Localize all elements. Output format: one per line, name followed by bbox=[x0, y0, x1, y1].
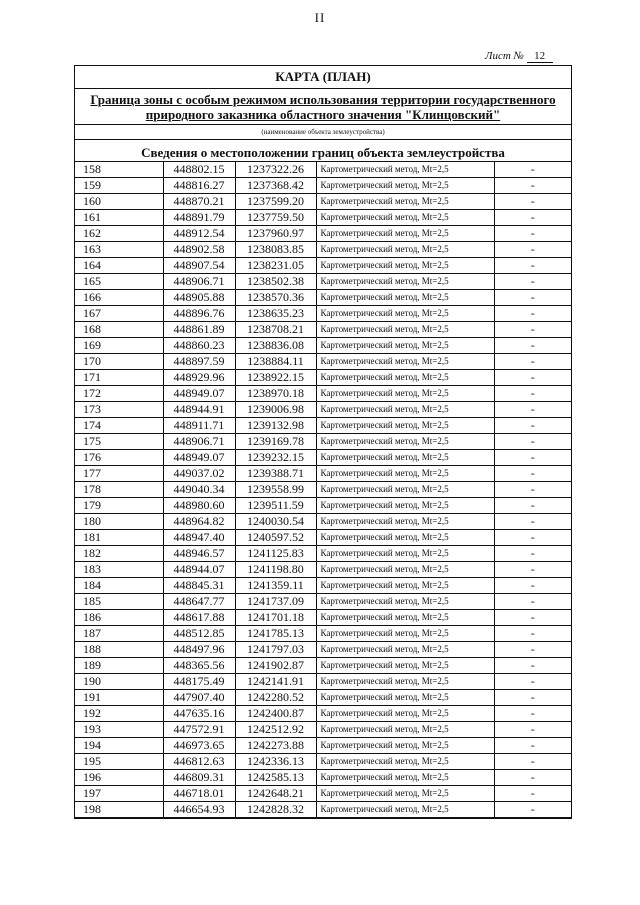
point-number-cell: 193 bbox=[75, 722, 163, 738]
method-cell: Картометрический метод, Mt=2,5 bbox=[316, 162, 494, 178]
dash-cell: - bbox=[494, 322, 571, 338]
y-coordinate-cell: 1238922.15 bbox=[235, 370, 316, 386]
x-coordinate-cell: 448912.54 bbox=[163, 226, 235, 242]
x-coordinate-cell: 448861.89 bbox=[163, 322, 235, 338]
dash-cell: - bbox=[494, 578, 571, 594]
table-row bbox=[75, 178, 571, 194]
dash-cell: - bbox=[494, 642, 571, 658]
method-cell: Картометрический метод, Mt=2,5 bbox=[316, 578, 494, 594]
x-coordinate-cell: 446973.65 bbox=[163, 738, 235, 754]
point-number-cell: 191 bbox=[75, 690, 163, 706]
dash-cell: - bbox=[494, 722, 571, 738]
point-number-cell: 195 bbox=[75, 754, 163, 770]
y-coordinate-cell: 1242336.13 bbox=[235, 754, 316, 770]
y-coordinate-cell: 1241797.03 bbox=[235, 642, 316, 658]
point-number-cell: 174 bbox=[75, 418, 163, 434]
point-number-cell: 175 bbox=[75, 434, 163, 450]
dash-cell: - bbox=[494, 194, 571, 210]
dash-cell: - bbox=[494, 306, 571, 322]
x-coordinate-cell: 448964.82 bbox=[163, 514, 235, 530]
page-number: II bbox=[314, 10, 326, 25]
table-row bbox=[75, 578, 571, 594]
x-coordinate-cell: 448860.23 bbox=[163, 338, 235, 354]
x-coordinate-cell: 448175.49 bbox=[163, 674, 235, 690]
dash-cell: - bbox=[494, 690, 571, 706]
y-coordinate-cell: 1239511.59 bbox=[235, 498, 316, 514]
y-coordinate-cell: 1238502.38 bbox=[235, 274, 316, 290]
table-row bbox=[75, 418, 571, 434]
method-cell: Картометрический метод, Mt=2,5 bbox=[316, 722, 494, 738]
method-cell: Картометрический метод, Mt=2,5 bbox=[316, 338, 494, 354]
table-row bbox=[75, 802, 571, 818]
method-cell: Картометрический метод, Mt=2,5 bbox=[316, 354, 494, 370]
x-coordinate-cell: 448907.54 bbox=[163, 258, 235, 274]
y-coordinate-cell: 1242512.92 bbox=[235, 722, 316, 738]
x-coordinate-cell: 448906.71 bbox=[163, 274, 235, 290]
coordinates-table bbox=[75, 161, 571, 818]
method-cell: Картометрический метод, Mt=2,5 bbox=[316, 674, 494, 690]
y-coordinate-cell: 1239006.98 bbox=[235, 402, 316, 418]
point-number-cell: 164 bbox=[75, 258, 163, 274]
dash-cell: - bbox=[494, 418, 571, 434]
y-coordinate-cell: 1242828.32 bbox=[235, 802, 316, 818]
method-cell: Картометрический метод, Mt=2,5 bbox=[316, 306, 494, 322]
x-coordinate-cell: 448512.85 bbox=[163, 626, 235, 642]
x-coordinate-cell: 448911.71 bbox=[163, 418, 235, 434]
dash-cell: - bbox=[494, 770, 571, 786]
x-coordinate-cell: 448949.07 bbox=[163, 450, 235, 466]
dash-cell: - bbox=[494, 514, 571, 530]
method-cell: Картометрический метод, Mt=2,5 bbox=[316, 514, 494, 530]
y-coordinate-cell: 1242273.88 bbox=[235, 738, 316, 754]
x-coordinate-cell: 448980.60 bbox=[163, 498, 235, 514]
method-cell: Картометрический метод, Mt=2,5 bbox=[316, 194, 494, 210]
x-coordinate-cell: 449037.02 bbox=[163, 466, 235, 482]
point-number-cell: 197 bbox=[75, 786, 163, 802]
point-number-cell: 187 bbox=[75, 626, 163, 642]
dash-cell: - bbox=[494, 354, 571, 370]
y-coordinate-cell: 1241737.09 bbox=[235, 594, 316, 610]
x-coordinate-cell: 448617.88 bbox=[163, 610, 235, 626]
x-coordinate-cell: 446718.01 bbox=[163, 786, 235, 802]
method-cell: Картометрический метод, Mt=2,5 bbox=[316, 530, 494, 546]
x-coordinate-cell: 448816.27 bbox=[163, 178, 235, 194]
table-row bbox=[75, 738, 571, 754]
x-coordinate-cell: 446812.63 bbox=[163, 754, 235, 770]
table-row bbox=[75, 306, 571, 322]
dash-cell: - bbox=[494, 370, 571, 386]
y-coordinate-cell: 1237322.26 bbox=[235, 162, 316, 178]
table-row bbox=[75, 514, 571, 530]
table-row bbox=[75, 386, 571, 402]
y-coordinate-cell: 1238231.05 bbox=[235, 258, 316, 274]
point-number-cell: 161 bbox=[75, 210, 163, 226]
method-cell: Картометрический метод, Mt=2,5 bbox=[316, 786, 494, 802]
table-row bbox=[75, 706, 571, 722]
point-number-cell: 159 bbox=[75, 178, 163, 194]
dash-cell: - bbox=[494, 754, 571, 770]
dash-cell: - bbox=[494, 274, 571, 290]
table-row bbox=[75, 370, 571, 386]
x-coordinate-cell: 448896.76 bbox=[163, 306, 235, 322]
x-coordinate-cell: 448902.58 bbox=[163, 242, 235, 258]
y-coordinate-cell: 1238708.21 bbox=[235, 322, 316, 338]
point-number-cell: 163 bbox=[75, 242, 163, 258]
x-coordinate-cell: 447907.40 bbox=[163, 690, 235, 706]
y-coordinate-cell: 1239232.15 bbox=[235, 450, 316, 466]
x-coordinate-cell: 448944.91 bbox=[163, 402, 235, 418]
point-number-cell: 182 bbox=[75, 546, 163, 562]
y-coordinate-cell: 1241359.11 bbox=[235, 578, 316, 594]
method-cell: Картометрический метод, Mt=2,5 bbox=[316, 178, 494, 194]
x-coordinate-cell: 448949.07 bbox=[163, 386, 235, 402]
method-cell: Картометрический метод, Mt=2,5 bbox=[316, 402, 494, 418]
method-cell: Картометрический метод, Mt=2,5 bbox=[316, 434, 494, 450]
point-number-cell: 162 bbox=[75, 226, 163, 242]
section-title: Сведения о местоположении границ объекта землеустройства bbox=[141, 145, 505, 160]
point-number-cell: 179 bbox=[75, 498, 163, 514]
y-coordinate-cell: 1237368.42 bbox=[235, 178, 316, 194]
object-caption: (наименование объекта землеустройства) bbox=[75, 125, 571, 140]
method-cell: Картометрический метод, Mt=2,5 bbox=[316, 482, 494, 498]
point-number-cell: 169 bbox=[75, 338, 163, 354]
y-coordinate-cell: 1237759.50 bbox=[235, 210, 316, 226]
table-row bbox=[75, 402, 571, 418]
table-row bbox=[75, 690, 571, 706]
x-coordinate-cell: 448906.71 bbox=[163, 434, 235, 450]
table-row bbox=[75, 434, 571, 450]
y-coordinate-cell: 1238635.23 bbox=[235, 306, 316, 322]
dash-cell: - bbox=[494, 210, 571, 226]
y-coordinate-cell: 1242585.13 bbox=[235, 770, 316, 786]
y-coordinate-cell: 1238970.18 bbox=[235, 386, 316, 402]
table-row bbox=[75, 482, 571, 498]
document-frame bbox=[74, 65, 572, 819]
method-cell: Картометрический метод, Mt=2,5 bbox=[316, 754, 494, 770]
sheet-label: Лист № bbox=[485, 50, 524, 62]
table-row bbox=[75, 546, 571, 562]
table-row bbox=[75, 162, 571, 178]
dash-cell: - bbox=[494, 450, 571, 466]
point-number-cell: 183 bbox=[75, 562, 163, 578]
point-number-cell: 186 bbox=[75, 610, 163, 626]
table-row bbox=[75, 226, 571, 242]
x-coordinate-cell: 446809.31 bbox=[163, 770, 235, 786]
table-row bbox=[75, 610, 571, 626]
point-number-cell: 173 bbox=[75, 402, 163, 418]
table-row bbox=[75, 290, 571, 306]
point-number-cell: 180 bbox=[75, 514, 163, 530]
method-cell: Картометрический метод, Mt=2,5 bbox=[316, 802, 494, 818]
method-cell: Картометрический метод, Mt=2,5 bbox=[316, 370, 494, 386]
x-coordinate-cell: 448845.31 bbox=[163, 578, 235, 594]
dash-cell: - bbox=[494, 594, 571, 610]
dash-cell: - bbox=[494, 242, 571, 258]
x-coordinate-cell: 448365.56 bbox=[163, 658, 235, 674]
method-cell: Картометрический метод, Mt=2,5 bbox=[316, 322, 494, 338]
y-coordinate-cell: 1240597.52 bbox=[235, 530, 316, 546]
table-row bbox=[75, 322, 571, 338]
y-coordinate-cell: 1242400.87 bbox=[235, 706, 316, 722]
dash-cell: - bbox=[494, 626, 571, 642]
sheet-number: 12 bbox=[527, 50, 553, 63]
method-cell: Картометрический метод, Mt=2,5 bbox=[316, 226, 494, 242]
table-row bbox=[75, 642, 571, 658]
table-row bbox=[75, 338, 571, 354]
dash-cell: - bbox=[494, 386, 571, 402]
table-row bbox=[75, 450, 571, 466]
point-number-cell: 160 bbox=[75, 194, 163, 210]
y-coordinate-cell: 1242648.21 bbox=[235, 786, 316, 802]
dash-cell: - bbox=[494, 562, 571, 578]
x-coordinate-cell: 448929.96 bbox=[163, 370, 235, 386]
method-cell: Картометрический метод, Mt=2,5 bbox=[316, 242, 494, 258]
dash-cell: - bbox=[494, 706, 571, 722]
dash-cell: - bbox=[494, 178, 571, 194]
method-cell: Картометрический метод, Mt=2,5 bbox=[316, 386, 494, 402]
dash-cell: - bbox=[494, 226, 571, 242]
y-coordinate-cell: 1241701.18 bbox=[235, 610, 316, 626]
dash-cell: - bbox=[494, 674, 571, 690]
table-row bbox=[75, 242, 571, 258]
y-coordinate-cell: 1238884.11 bbox=[235, 354, 316, 370]
x-coordinate-cell: 448946.57 bbox=[163, 546, 235, 562]
dash-cell: - bbox=[494, 466, 571, 482]
point-number-cell: 158 bbox=[75, 162, 163, 178]
y-coordinate-cell: 1238570.36 bbox=[235, 290, 316, 306]
y-coordinate-cell: 1239132.98 bbox=[235, 418, 316, 434]
point-number-cell: 188 bbox=[75, 642, 163, 658]
y-coordinate-cell: 1241785.13 bbox=[235, 626, 316, 642]
method-cell: Картометрический метод, Mt=2,5 bbox=[316, 258, 494, 274]
point-number-cell: 172 bbox=[75, 386, 163, 402]
table-row bbox=[75, 194, 571, 210]
y-coordinate-cell: 1239388.71 bbox=[235, 466, 316, 482]
point-number-cell: 176 bbox=[75, 450, 163, 466]
x-coordinate-cell: 448870.21 bbox=[163, 194, 235, 210]
method-cell: Картометрический метод, Mt=2,5 bbox=[316, 738, 494, 754]
table-row bbox=[75, 770, 571, 786]
point-number-cell: 177 bbox=[75, 466, 163, 482]
point-number-cell: 170 bbox=[75, 354, 163, 370]
dash-cell: - bbox=[494, 530, 571, 546]
method-cell: Картометрический метод, Mt=2,5 bbox=[316, 690, 494, 706]
x-coordinate-cell: 448891.79 bbox=[163, 210, 235, 226]
y-coordinate-cell: 1237599.20 bbox=[235, 194, 316, 210]
method-cell: Картометрический метод, Mt=2,5 bbox=[316, 450, 494, 466]
y-coordinate-cell: 1239558.99 bbox=[235, 482, 316, 498]
table-row bbox=[75, 258, 571, 274]
point-number-cell: 194 bbox=[75, 738, 163, 754]
method-cell: Картометрический метод, Mt=2,5 bbox=[316, 610, 494, 626]
method-cell: Картометрический метод, Mt=2,5 bbox=[316, 498, 494, 514]
y-coordinate-cell: 1239169.78 bbox=[235, 434, 316, 450]
method-cell: Картометрический метод, Mt=2,5 bbox=[316, 546, 494, 562]
point-number-cell: 178 bbox=[75, 482, 163, 498]
x-coordinate-cell: 448497.96 bbox=[163, 642, 235, 658]
y-coordinate-cell: 1241198.80 bbox=[235, 562, 316, 578]
method-cell: Картометрический метод, Mt=2,5 bbox=[316, 770, 494, 786]
y-coordinate-cell: 1242141.91 bbox=[235, 674, 316, 690]
method-cell: Картометрический метод, Mt=2,5 bbox=[316, 418, 494, 434]
point-number-cell: 196 bbox=[75, 770, 163, 786]
point-number-cell: 184 bbox=[75, 578, 163, 594]
dash-cell: - bbox=[494, 338, 571, 354]
y-coordinate-cell: 1240030.54 bbox=[235, 514, 316, 530]
method-cell: Картометрический метод, Mt=2,5 bbox=[316, 594, 494, 610]
point-number-cell: 192 bbox=[75, 706, 163, 722]
y-coordinate-cell: 1241125.83 bbox=[235, 546, 316, 562]
table-row bbox=[75, 466, 571, 482]
x-coordinate-cell: 448944.07 bbox=[163, 562, 235, 578]
x-coordinate-cell: 449040.34 bbox=[163, 482, 235, 498]
point-number-cell: 190 bbox=[75, 674, 163, 690]
sheet-number-label bbox=[485, 50, 553, 63]
dash-cell: - bbox=[494, 546, 571, 562]
method-cell: Картометрический метод, Mt=2,5 bbox=[316, 658, 494, 674]
point-number-cell: 198 bbox=[75, 802, 163, 818]
dash-cell: - bbox=[494, 162, 571, 178]
dash-cell: - bbox=[494, 434, 571, 450]
point-number-cell: 189 bbox=[75, 658, 163, 674]
method-cell: Картометрический метод, Mt=2,5 bbox=[316, 210, 494, 226]
method-cell: Картометрический метод, Mt=2,5 bbox=[316, 466, 494, 482]
point-number-cell: 166 bbox=[75, 290, 163, 306]
x-coordinate-cell: 448897.59 bbox=[163, 354, 235, 370]
method-cell: Картометрический метод, Mt=2,5 bbox=[316, 626, 494, 642]
table-row bbox=[75, 210, 571, 226]
point-number-cell: 181 bbox=[75, 530, 163, 546]
table-row bbox=[75, 354, 571, 370]
dash-cell: - bbox=[494, 802, 571, 818]
x-coordinate-cell: 448802.15 bbox=[163, 162, 235, 178]
table-row bbox=[75, 754, 571, 770]
method-cell: Картометрический метод, Mt=2,5 bbox=[316, 562, 494, 578]
table-row bbox=[75, 274, 571, 290]
dash-cell: - bbox=[494, 482, 571, 498]
table-row bbox=[75, 674, 571, 690]
dash-cell: - bbox=[494, 290, 571, 306]
x-coordinate-cell: 448905.88 bbox=[163, 290, 235, 306]
coordinates-table-body bbox=[75, 162, 571, 818]
method-cell: Картометрический метод, Mt=2,5 bbox=[316, 706, 494, 722]
table-row bbox=[75, 562, 571, 578]
dash-cell: - bbox=[494, 258, 571, 274]
x-coordinate-cell: 447572.91 bbox=[163, 722, 235, 738]
point-number-cell: 165 bbox=[75, 274, 163, 290]
method-cell: Картометрический метод, Mt=2,5 bbox=[316, 290, 494, 306]
dash-cell: - bbox=[494, 498, 571, 514]
object-name: Граница зоны с особым режимом использования территории государственного природного заказника областного значения "Клинцовский" bbox=[75, 89, 571, 125]
x-coordinate-cell: 448647.77 bbox=[163, 594, 235, 610]
table-row bbox=[75, 626, 571, 642]
y-coordinate-cell: 1242280.52 bbox=[235, 690, 316, 706]
y-coordinate-cell: 1237960.97 bbox=[235, 226, 316, 242]
table-row bbox=[75, 722, 571, 738]
point-number-cell: 167 bbox=[75, 306, 163, 322]
y-coordinate-cell: 1238083.85 bbox=[235, 242, 316, 258]
table-row bbox=[75, 498, 571, 514]
method-cell: Картометрический метод, Mt=2,5 bbox=[316, 274, 494, 290]
table-row bbox=[75, 530, 571, 546]
point-number-cell: 171 bbox=[75, 370, 163, 386]
method-cell: Картометрический метод, Mt=2,5 bbox=[316, 642, 494, 658]
point-number-cell: 168 bbox=[75, 322, 163, 338]
y-coordinate-cell: 1241902.87 bbox=[235, 658, 316, 674]
dash-cell: - bbox=[494, 738, 571, 754]
dash-cell: - bbox=[494, 610, 571, 626]
table-row bbox=[75, 786, 571, 802]
x-coordinate-cell: 447635.16 bbox=[163, 706, 235, 722]
table-row bbox=[75, 658, 571, 674]
x-coordinate-cell: 448947.40 bbox=[163, 530, 235, 546]
dash-cell: - bbox=[494, 786, 571, 802]
document-title: КАРТА (ПЛАН) bbox=[75, 66, 571, 89]
x-coordinate-cell: 446654.93 bbox=[163, 802, 235, 818]
dash-cell: - bbox=[494, 402, 571, 418]
point-number-cell: 185 bbox=[75, 594, 163, 610]
table-row bbox=[75, 594, 571, 610]
y-coordinate-cell: 1238836.08 bbox=[235, 338, 316, 354]
dash-cell: - bbox=[494, 658, 571, 674]
